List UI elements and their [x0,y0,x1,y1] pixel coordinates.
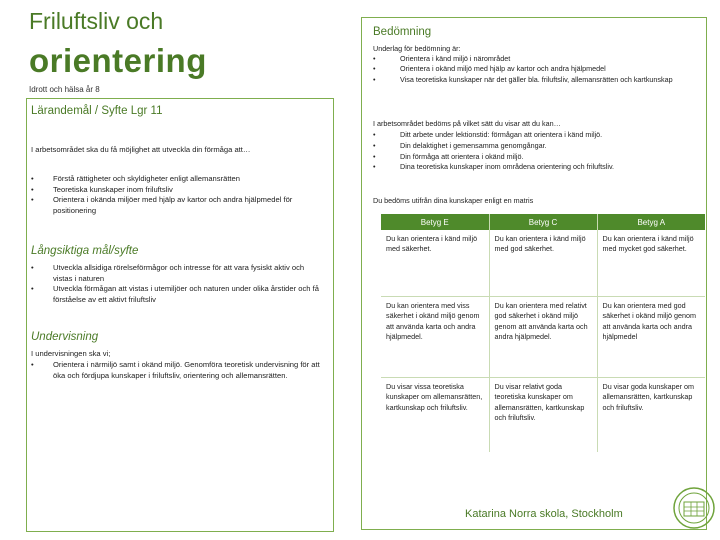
table-cell: Du kan orientera med viss säkerhet i okänd miljö genom att använda karta och andra hjälpmedel. [381,297,489,378]
learning-goals-heading: Lärandemål / Syfte Lgr 11 [31,105,163,117]
list-item: • Orientera i okänd miljö med hjälp av kartor och andra hjälpmedel [373,64,606,74]
list-item: • Förstå rättigheter och skyldigheter enligt allemansrätten [31,174,240,183]
teaching-list [31,360,323,381]
list-item: • Utveckla allsidiga rörelseförmågor och intresse för att vara fysiskt aktiv och vistas i naturen [31,263,305,283]
list-item: • Utveckla förmågan att vistas i utemiljöer och naturen under olika årstider och få förståelse av ett aktivt friluftsliv [31,284,319,304]
list-item: • Ditt arbete under lektionstid: förmågan att orientera i känd miljö. [373,130,603,139]
assessment-intro: I arbetsområdet bedöms på vilket sätt du visar att du kan… [373,119,561,128]
assessment-list [373,130,688,173]
grade-c-header: Betyg C [489,214,597,230]
grading-matrix [381,214,705,452]
teaching-heading: Undervisning [31,331,99,343]
subtitle: Idrott och hälsa år 8 [29,85,100,94]
grade-a-header: Betyg A [597,214,705,230]
table-row [381,378,705,453]
table-row [381,297,705,378]
table-cell: Du kan orientera med relativt god säkerhet i okänd miljö genom att använda karta och andra hjälpmedel. [489,297,597,378]
grade-e-header: Betyg E [381,214,489,230]
table-row [381,230,705,297]
table-cell: Du kan orientera i känd miljö med säkerhet. [381,230,489,297]
list-item: • Dina teoretiska kunskaper inom områdena orientering och friluftsliv. [373,162,614,172]
title-line-2: orientering [29,42,207,79]
long-term-list [31,263,323,305]
basis-intro: Underlag för bedömning är: [373,44,461,53]
long-term-goals-heading: Långsiktiga mål/syfte [31,245,139,257]
list-item: • Teoretiska kunskaper inom friluftsliv [31,184,173,194]
table-cell: Du visar vissa teoretiska kunskaper om allemansrätten, kartkunskap och friluftsliv. [386,382,483,412]
list-item: • Orientera i okända miljöer med hjälp av kartor och andra hjälpmedel för positionering [31,195,293,215]
table-cell: Du visar relativt goda teoretiska kunskaper om allemansrätten, kartkunskap och friluftsliv. [489,378,597,453]
teaching-intro: I undervisningen ska vi; [31,349,111,358]
list-item: • Din delaktighet i gemensamma genomgångar. [373,140,547,150]
school-footer: Katarina Norra skola, Stockholm [465,508,623,520]
table-cell: Du visar goda kunskaper om allemansrätten, kartkunskap och friluftsliv. [597,378,705,453]
goals-list [31,174,311,216]
table-cell: Du kan orientera i känd miljö med god säkerhet. [489,230,597,297]
list-item: • Din förmåga att orientera i okänd miljö. [373,151,524,161]
learning-intro: I arbetsområdet ska du få möjlighet att utveckla din förmåga att… [31,145,251,154]
assessment-heading: Bedömning [373,26,432,38]
school-logo-icon [672,486,716,530]
matrix-intro: Du bedöms utifrån dina kunskaper enligt en matris [373,196,534,205]
list-item: • Visa teoretiska kunskaper när det gäller bla. friluftsliv, allemansrätten och kartkunskap [373,74,673,84]
learning-goals-box [26,98,334,532]
basis-list [373,54,673,85]
title-line-1: Friluftsliv och [29,8,164,34]
list-item: • Orientera i närmiljö samt i okänd miljö. Genomföra teoretisk undervisning för att öka och fördjupa kunskaper i friluftsliv, orientering och allemansrätten. [31,360,320,380]
list-item: • Orientera i känd miljö i närområdet [373,54,511,63]
table-cell: Du kan orientera med god säkerhet i okänd miljö genom att använda karta och andra hjälpmedel [597,297,705,378]
table-cell: Du kan orientera i känd miljö med mycket god säkerhet. [597,230,705,297]
